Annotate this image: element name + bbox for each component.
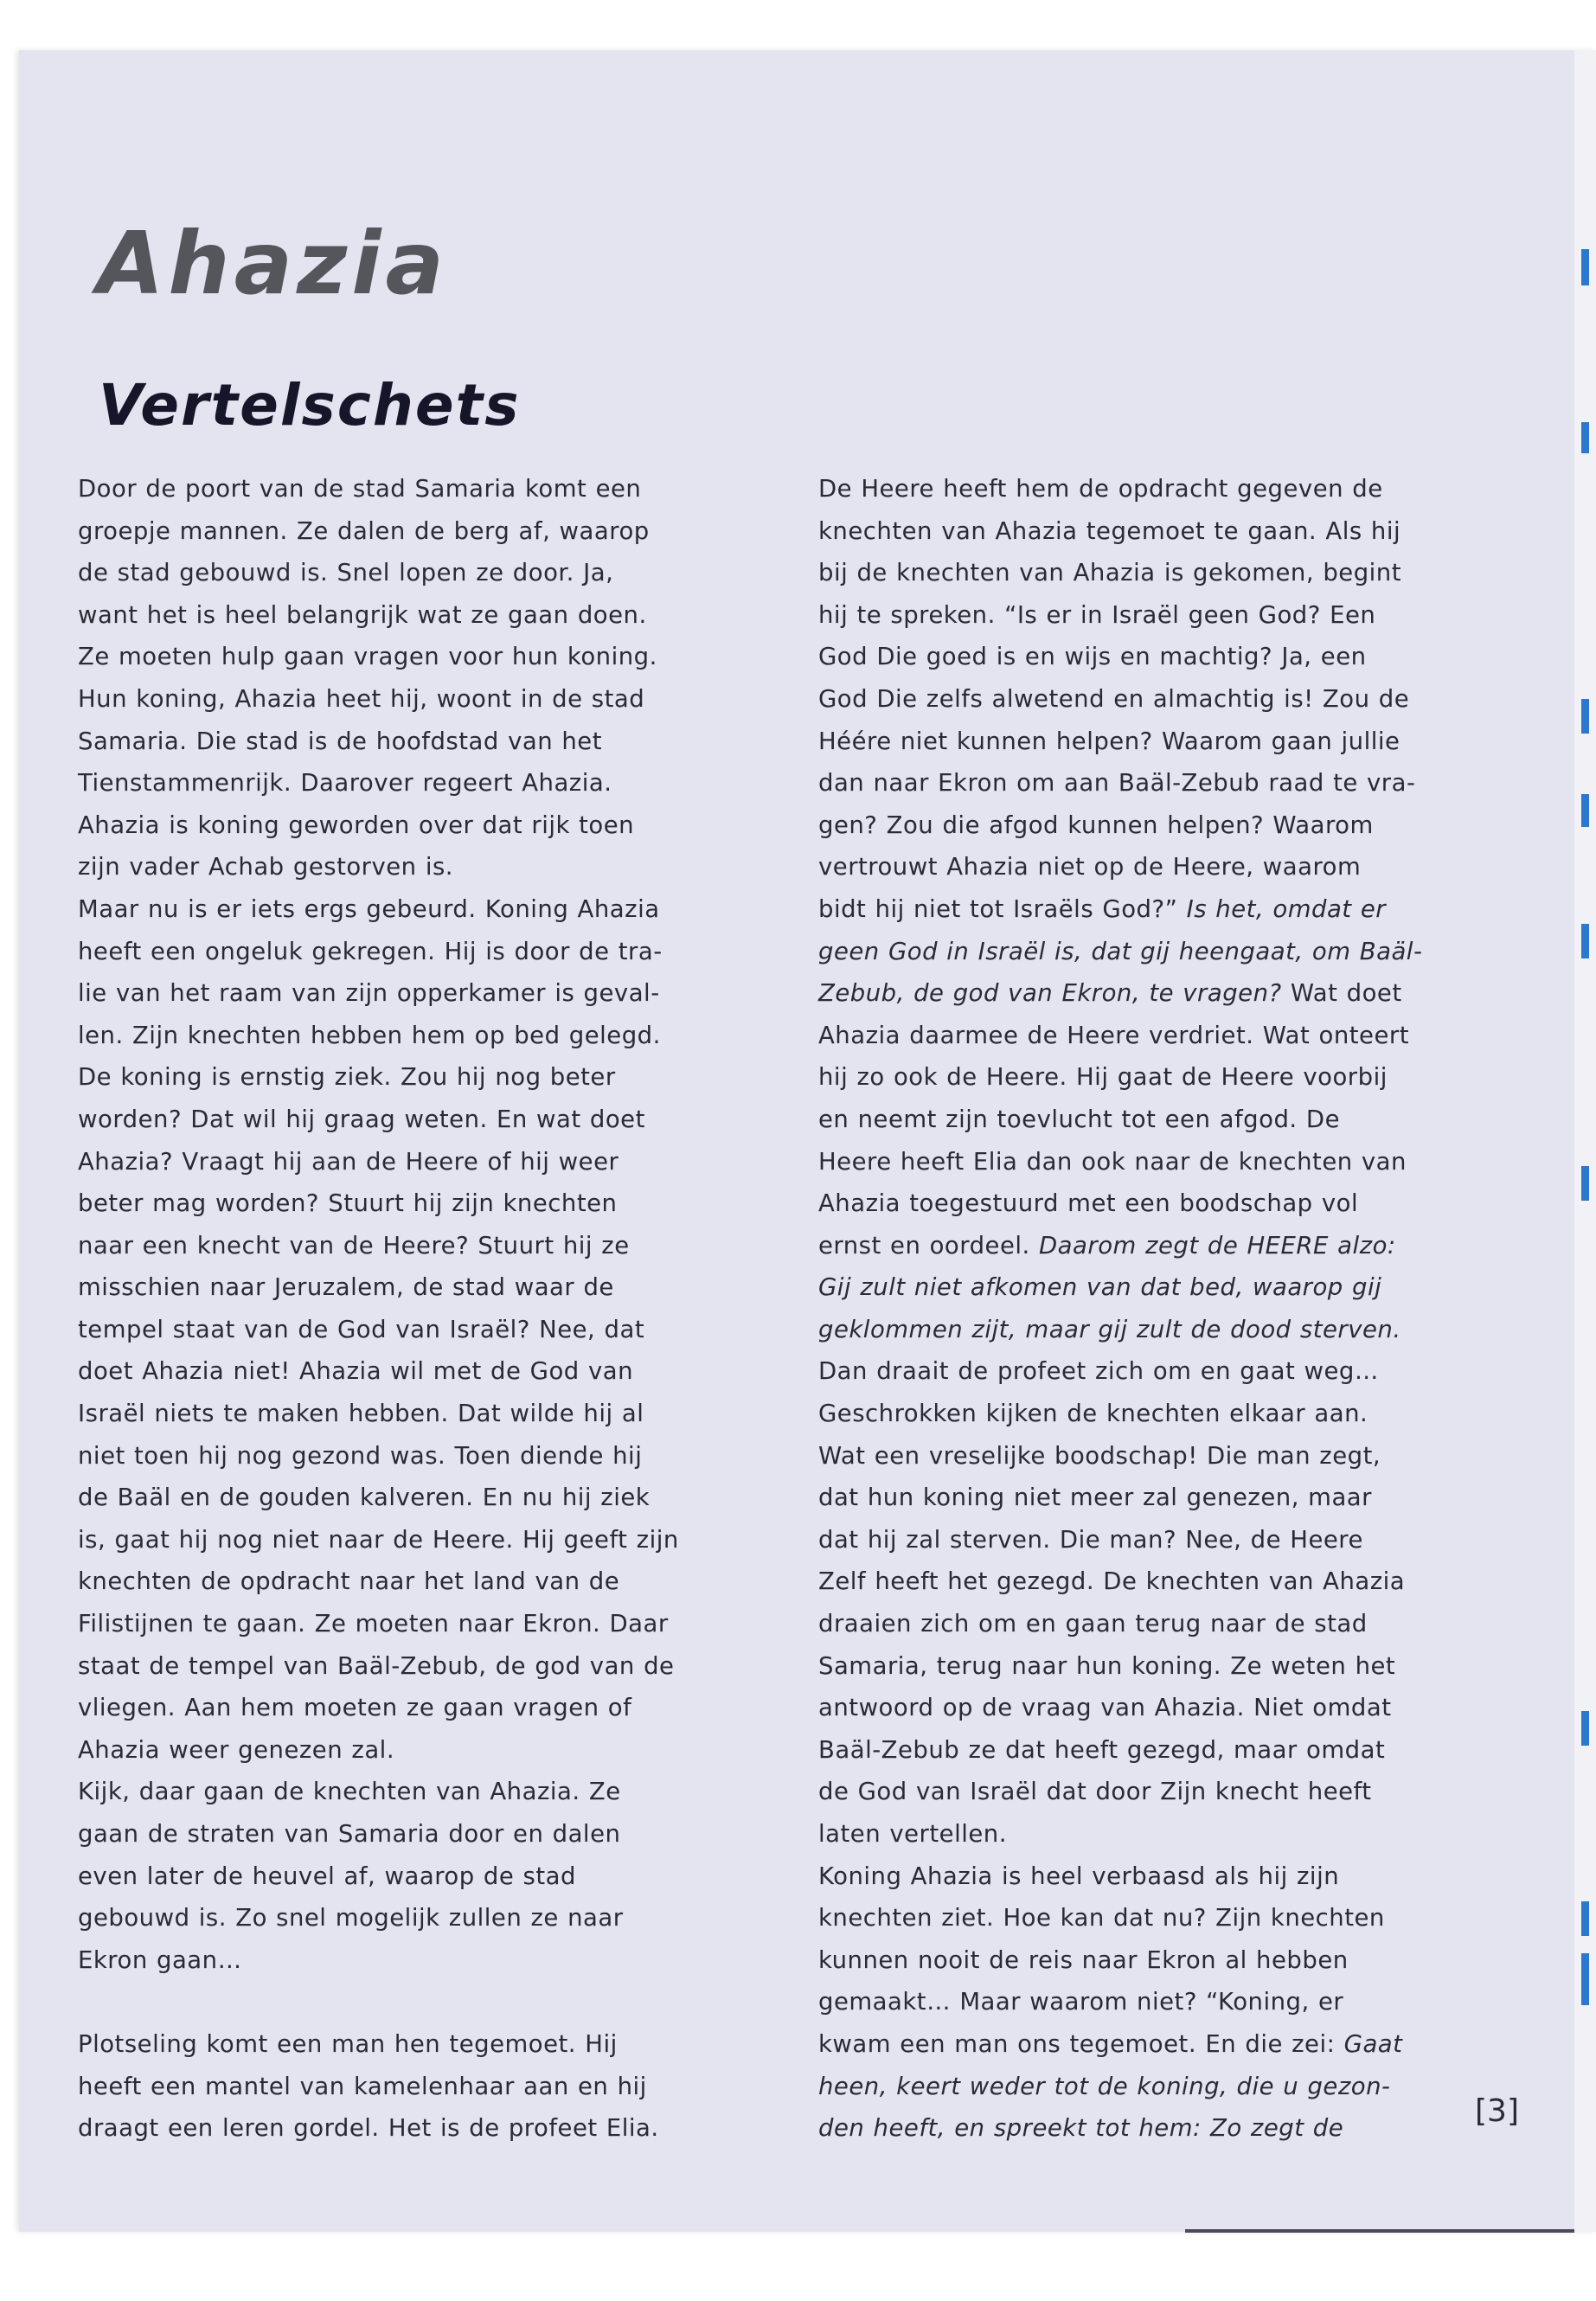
- scripture-quote: den heeft, en spreekt tot hem: Zo zegt de: [818, 2114, 1344, 2143]
- text-line: gen? Zou die afgod kunnen helpen? Waarom: [818, 811, 1374, 839]
- scripture-quote: heen, keert weder tot de koning, die u gezon-: [818, 2072, 1391, 2100]
- text-line: Baäl-Zebub ze dat heeft gezegd, maar omdat: [818, 1735, 1386, 1764]
- adjacent-page-edge: [1574, 50, 1596, 2232]
- text-line: antwoord op de vraag van Ahazia. Niet omdat: [818, 1694, 1392, 1722]
- page-bottom-rule: [1185, 2229, 1574, 2233]
- text-line: De Heere heeft hem de opdracht gegeven de: [818, 475, 1383, 503]
- text-line: doet Ahazia niet! Ahazia wil met de God van: [78, 1357, 634, 1386]
- text-line: Wat een vreselijke boodschap! Die man zegt,: [818, 1441, 1381, 1470]
- scripture-quote: Is het, omdat er: [1177, 894, 1387, 923]
- text-line: knechten van Ahazia tegemoet te gaan. Als hij: [818, 516, 1401, 545]
- text-line: ernst en oordeel. Daarom zegt de HEERE alzo:: [818, 1231, 1396, 1259]
- text-line: want het is heel belangrijk wat ze gaan doen.: [78, 600, 647, 629]
- edge-color-mark: [1581, 422, 1589, 453]
- text-line: Ekron gaan…: [78, 1945, 242, 1974]
- scripture-quote: geen God in Israël is, dat gij heengaat, om Baäl-: [818, 937, 1423, 965]
- text-line: De koning is ernstig ziek. Zou hij nog beter: [78, 1063, 616, 1092]
- text-line: dan naar Ekron om aan Baäl-Zebub raad te vra-: [818, 769, 1416, 798]
- text-line: Zelf heeft het gezegd. De knechten van Ahazia: [818, 1567, 1406, 1596]
- paragraph-break: [78, 1981, 735, 2023]
- edge-color-mark: [1581, 1166, 1589, 1201]
- text-line: draaien zich om en gaan terug naar de stad: [818, 1610, 1368, 1638]
- text-line: Zebub, de god van Ekron, te vragen? Wat doet: [818, 979, 1402, 1008]
- edge-color-mark: [1581, 249, 1589, 285]
- text-line: knechten ziet. Hoe kan dat nu? Zijn knechten: [818, 1904, 1385, 1932]
- text-line: Ahazia is koning geworden over dat rijk toen: [78, 811, 635, 839]
- text-line: [818, 1309, 1476, 1351]
- edge-color-mark: [1581, 699, 1589, 734]
- edge-color-mark: [1581, 1711, 1589, 1746]
- text-line: bidt hij niet tot Israëls God?” Is het, omdat er: [818, 894, 1387, 923]
- text-line: Tienstammenrijk. Daarover regeert Ahazia.: [78, 769, 612, 798]
- text-line: Ahazia toegestuurd met een boodschap vol: [818, 1189, 1359, 1218]
- text-line: Héére niet kunnen helpen? Waarom gaan jullie: [818, 727, 1401, 755]
- text-line: Samaria, terug naar hun koning. Ze weten het: [818, 1651, 1396, 1680]
- text-line: [818, 2066, 1476, 2108]
- text-line: vliegen. Aan hem moeten ze gaan vragen of: [78, 1694, 632, 1722]
- text-line: draagt een leren gordel. Het is de profeet Elia.: [78, 2114, 659, 2143]
- text-line: dat hij zal sterven. Die man? Nee, de Heere: [818, 1525, 1363, 1554]
- text-line: kunnen nooit de reis naar Ekron al hebben: [818, 1945, 1349, 1974]
- text-line: de God van Israël dat door Zijn knecht heeft: [818, 1778, 1372, 1806]
- scripture-quote: Gij zult niet afkomen van dat bed, waarop gij: [818, 1273, 1382, 1302]
- text-line: God Die goed is en wijs en machtig? Ja, een: [818, 643, 1367, 671]
- text-line: tempel staat van de God van Israël? Nee, dat: [78, 1315, 645, 1343]
- text-line: Maar nu is er iets ergs gebeurd. Koning Ahazia: [78, 894, 660, 923]
- text-line: gemaakt… Maar waarom niet? “Koning, er: [818, 1988, 1344, 2016]
- text-line: staat de tempel van Baäl-Zebub, de god van de: [78, 1651, 675, 1680]
- text-line: Ahazia? Vraagt hij aan de Heere of hij weer: [78, 1147, 619, 1176]
- text-line: Ze moeten hulp gaan vragen voor hun koning.: [78, 643, 657, 671]
- text-line: misschien naar Jeruzalem, de stad waar de: [78, 1273, 614, 1302]
- page-number: [3]: [1475, 2093, 1519, 2129]
- text-line: hij zo ook de Heere. Hij gaat de Heere voorbij: [818, 1063, 1388, 1092]
- text-line: naar een knecht van de Heere? Stuurt hij ze: [78, 1231, 630, 1259]
- text-line: niet toen hij nog gezond was. Toen diende hij: [78, 1441, 643, 1470]
- text-line: dat hun koning niet meer zal genezen, maar: [818, 1484, 1372, 1512]
- text-line: Dan draait de profeet zich om en gaat weg…: [818, 1357, 1379, 1386]
- article-subtitle: Vertelschets: [99, 372, 521, 439]
- text-column-left: [78, 468, 735, 2150]
- text-line: Ahazia weer genezen zal.: [78, 1735, 395, 1764]
- text-line: Koning Ahazia is heel verbaasd als hij zijn: [818, 1862, 1340, 1890]
- text-line: Geschrokken kijken de knechten elkaar aan.: [818, 1400, 1368, 1428]
- edge-color-mark: [1581, 1901, 1589, 1936]
- text-line: de Baäl en de gouden kalveren. En nu hij ziek: [78, 1484, 651, 1512]
- scripture-quote: Gaat: [1335, 2029, 1403, 2058]
- text-line: lie van het raam van zijn opperkamer is geval-: [78, 979, 660, 1008]
- text-line: knechten de opdracht naar het land van de: [78, 1567, 620, 1596]
- text-line: Filistijnen te gaan. Ze moeten naar Ekron. Daar: [78, 1610, 669, 1638]
- text-line: [818, 931, 1476, 973]
- text-line: Samaria. Die stad is de hoofdstad van het: [78, 727, 602, 755]
- text-line: gebouwd is. Zo snel mogelijk zullen ze naar: [78, 1904, 624, 1932]
- text-column-right: [818, 468, 1476, 2150]
- text-line: en neemt zijn toevlucht tot een afgod. De: [818, 1105, 1340, 1133]
- text-line: len. Zijn knechten hebben hem op bed gelegd.: [78, 1021, 661, 1049]
- edge-color-mark: [1581, 794, 1589, 827]
- text-line: is, gaat hij nog niet naar de Heere. Hij geeft zijn: [78, 1525, 679, 1554]
- text-line: [818, 1266, 1476, 1309]
- text-line: hij te spreken. “Is er in Israël geen God? Een: [818, 600, 1376, 629]
- text-line: kwam een man ons tegemoet. En die zei: Gaat: [818, 2029, 1403, 2058]
- text-line: beter mag worden? Stuurt hij zijn knechten: [78, 1189, 618, 1218]
- article-title: Ahazia: [97, 213, 449, 314]
- text-line: Door de poort van de stad Samaria komt een: [78, 475, 642, 503]
- text-line: laten vertellen.: [818, 1820, 1007, 1848]
- text-line: Kijk, daar gaan de knechten van Ahazia. Ze: [78, 1778, 621, 1806]
- scripture-quote: Daarom zegt de HEERE alzo:: [1029, 1231, 1396, 1259]
- edge-color-mark: [1581, 1953, 1589, 2005]
- text-line: vertrouwt Ahazia niet op de Heere, waarom: [818, 853, 1362, 881]
- text-line: zijn vader Achab gestorven is.: [78, 853, 454, 881]
- text-line: heeft een mantel van kamelenhaar aan en hij: [78, 2072, 647, 2100]
- text-line: Plotseling komt een man hen tegemoet. Hij: [78, 2029, 618, 2058]
- text-line: Israël niets te maken hebben. Dat wilde hij al: [78, 1400, 644, 1428]
- text-line: Hun koning, Ahazia heet hij, woont in de stad: [78, 684, 645, 713]
- text-line: Ahazia daarmee de Heere verdriet. Wat onteert: [818, 1021, 1409, 1049]
- text-line: groepje mannen. Ze dalen de berg af, waarop: [78, 516, 650, 545]
- text-line: worden? Dat wil hij graag weten. En wat doet: [78, 1105, 645, 1133]
- text-line: heeft een ongeluk gekregen. Hij is door de tra-: [78, 937, 663, 965]
- scripture-quote: geklommen zijt, maar gij zult de dood sterven.: [818, 1315, 1401, 1343]
- edge-color-mark: [1581, 924, 1589, 958]
- scripture-quote: Zebub, de god van Ekron, te vragen?: [818, 979, 1282, 1008]
- text-line: bij de knechten van Ahazia is gekomen, begint: [818, 559, 1402, 587]
- text-line: God Die zelfs alwetend en almachtig is! Zou de: [818, 684, 1410, 713]
- text-line: de stad gebouwd is. Snel lopen ze door. Ja,: [78, 559, 614, 587]
- text-line: [818, 2107, 1476, 2150]
- text-line: Heere heeft Elia dan ook naar de knechten van: [818, 1147, 1407, 1176]
- text-line: even later de heuvel af, waarop de stad: [78, 1862, 576, 1890]
- text-line: gaan de straten van Samaria door en dalen: [78, 1820, 621, 1848]
